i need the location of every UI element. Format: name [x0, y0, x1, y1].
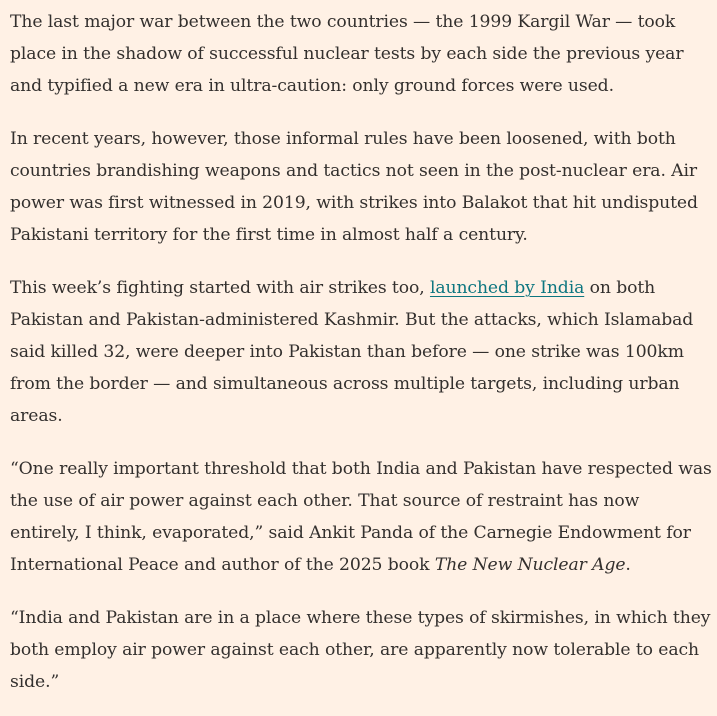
paragraph-2 — [10, 123, 713, 251]
paragraph-3 — [10, 272, 713, 432]
paragraph-3-text-before: This week’s fighting started with air strikes too, — [10, 278, 430, 298]
paragraph-4-text-before: “One really important threshold that both India and Pakistan have respected was the use of air power against each other. That source of restraint has now entirely, I think, evaporated,” said Ankit Panda of the Carnegie Endowment for International Peace and author of the 2025 book — [10, 459, 712, 575]
paragraph-1 — [10, 6, 713, 102]
paragraph-4-text-after: . — [625, 555, 631, 575]
paragraph-3-text-after: on both Pakistan and Pakistan-administered Kashmir. But the attacks, which Islamabad said killed 32, were deeper into Pakistan than before — one strike was 100km from the border — and simultaneous across multiple targets, including urban areas. — [10, 278, 694, 426]
launched-by-india-link[interactable]: launched by India — [429, 278, 585, 298]
paragraph-4-quote — [10, 453, 713, 581]
paragraph-5-quote — [10, 602, 713, 698]
paragraph-2-text: In recent years, however, those informal rules have been loosened, with both countries brandishing weapons and tactics not seen in the post-nuclear era. Air power was first witnessed in 2019, with strikes into Balakot that hit undisputed Pakistani territory for the first time in almost half a century. — [10, 129, 698, 245]
book-title: The New Nuclear Age — [434, 555, 626, 575]
paragraph-5-text: “India and Pakistan are in a place where these types of skirmishes, in which they both employ air power against each other, are apparently now tolerable to each side.” — [10, 608, 711, 692]
paragraph-1-text: The last major war between the two countries — the 1999 Kargil War — took place in the shadow of successful nuclear tests by each side the previous year and typified a new era in ultra-caution: only ground forces were used. — [10, 12, 684, 96]
